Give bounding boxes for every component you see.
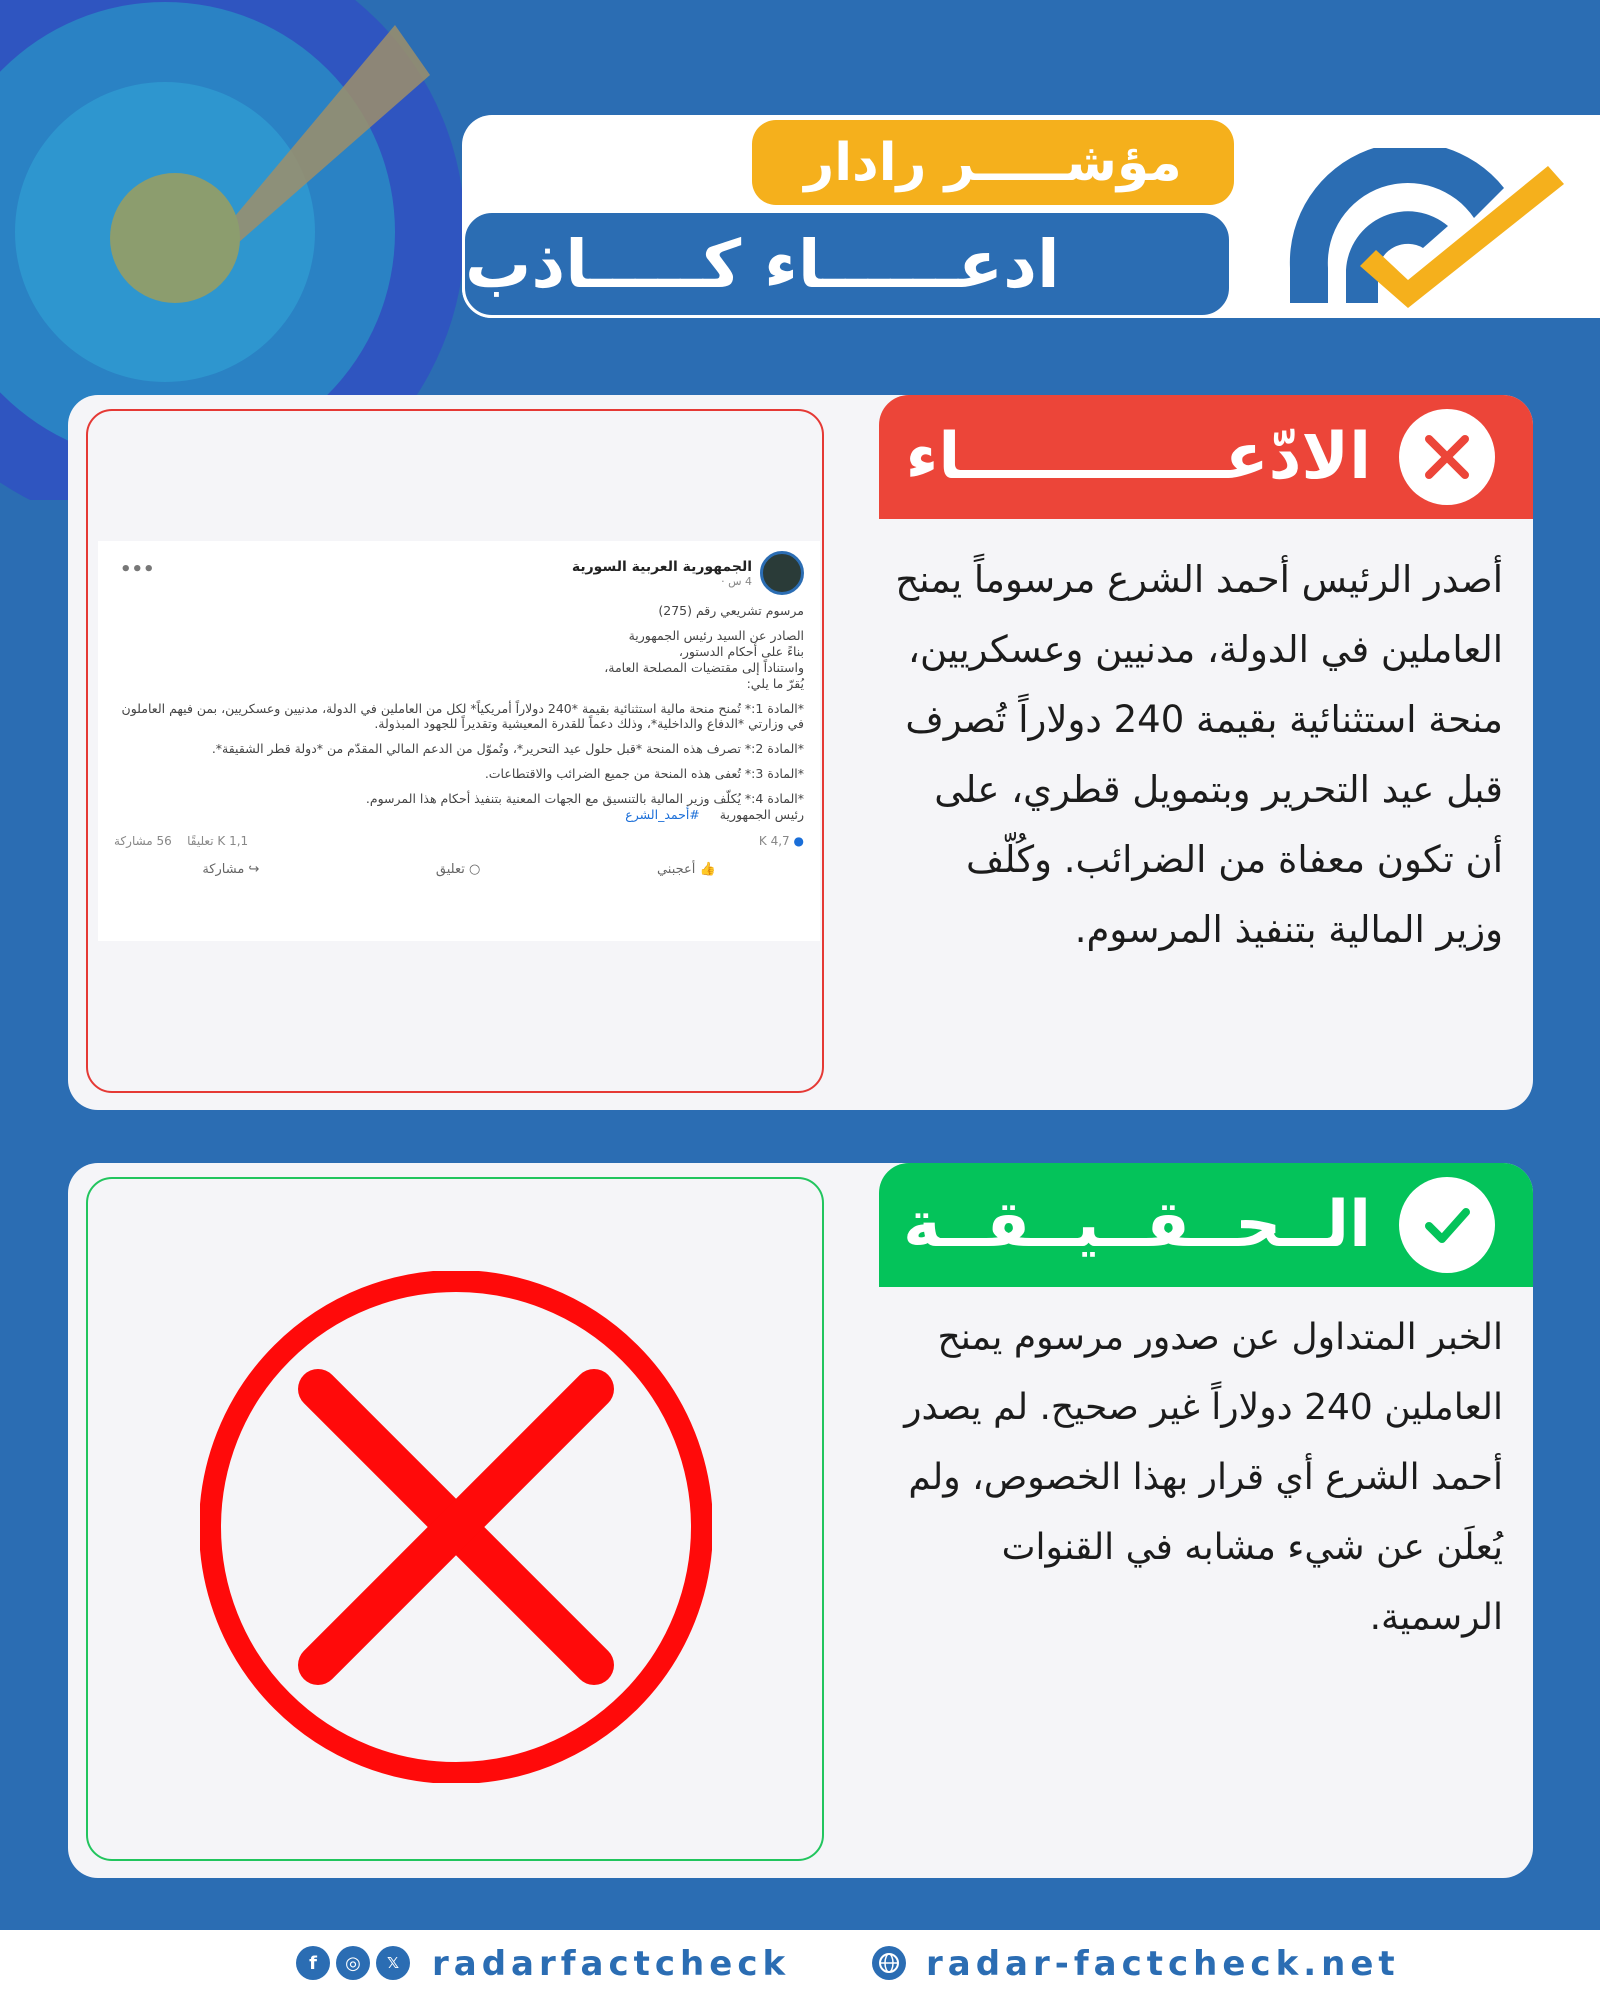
- fb-post-line: *المادة 4:* يُكلّف وزير المالية بالتنسيق مع الجهات المعنية بتنفيذ أحكام هذا المرسوم.: [365, 791, 804, 806]
- x-circle-icon: [1399, 409, 1495, 505]
- social-icons: [296, 1946, 410, 1980]
- fb-spacer: [114, 782, 804, 790]
- comment-button[interactable]: ○ تعليق: [435, 862, 481, 877]
- claim-screenshot-frame: [86, 409, 824, 1093]
- false-x-mark-icon: [200, 1271, 712, 1783]
- fb-comments-count[interactable]: 1,1 K تعليقًا: [187, 834, 249, 848]
- fb-spacer: [114, 757, 804, 765]
- more-options-icon[interactable]: •••: [120, 559, 155, 580]
- truth-image-frame: [86, 1177, 824, 1861]
- fb-spacer: [114, 692, 804, 700]
- fb-stats: [114, 834, 804, 848]
- facebook-post: [98, 541, 820, 941]
- fb-post-line: الصادر عن السيد رئيس الجمهورية: [628, 628, 804, 643]
- fb-post-line: *المادة 1:* تُمنح منحة مالية استثنائية بقيمة *240 دولاراً أمريكياً* لكل من العاملين في الدولة، مدنيين وعسكريين، بمن فيهم العاملون في وزارتي *الدفاع والداخلية*، وذلك دعماً للقدرة المعيشية وتقديراً للجهود المبذولة.: [121, 701, 804, 731]
- check-circle-icon: [1399, 1177, 1495, 1273]
- fb-post-time: 4 س ·: [721, 574, 752, 588]
- fb-post-line: يُقرّ ما يلي:: [746, 676, 804, 691]
- fb-shares-count[interactable]: 56 مشاركة: [114, 834, 172, 848]
- claim-ribbon: [879, 395, 1533, 519]
- fb-post-line: مرسوم تشريعي رقم (275): [658, 603, 804, 618]
- fb-post-line: بناءً على أحكام الدستور،: [678, 644, 804, 659]
- verdict-label: ادعــــــاء كـــــاذب: [462, 210, 1232, 318]
- website-link[interactable]: radar-factcheck.net: [926, 1944, 1400, 1984]
- truth-ribbon: [879, 1163, 1533, 1287]
- share-button[interactable]: ↪ مشاركة: [202, 862, 260, 877]
- social-handle[interactable]: radarfactcheck: [432, 1944, 791, 1984]
- facebook-icon[interactable]: f: [296, 1946, 330, 1980]
- claim-title: الادّعــــــــــــاء: [905, 420, 1371, 494]
- truth-card: [68, 1163, 1533, 1878]
- instagram-icon[interactable]: ◎: [336, 1946, 370, 1980]
- claim-text: أصدر الرئيس أحمد الشرع مرسوماً يمنح العاملين في الدولة، مدنيين وعسكريين، منحة استثنائية بقيمة 240 دولاراً تُصرف قبل عيد التحرير وبتمويل قطري، على أن تكون معفاة من الضرائب. وكُلّف وزير المالية بتنفيذ المرسوم.: [895, 558, 1503, 951]
- fb-spacer: [114, 619, 804, 627]
- truth-title: الــحــقــيــقــة: [903, 1188, 1371, 1262]
- fb-spacer: [114, 732, 804, 740]
- fb-page-name[interactable]: الجمهورية العربية السورية: [571, 558, 752, 575]
- globe-icon: [872, 1946, 906, 1980]
- x-icon[interactable]: 𝕏: [376, 1946, 410, 1980]
- brand-label: مؤشـــــر رادار: [752, 120, 1234, 205]
- fb-post-line: *المادة 3:* تُعفى هذه المنحة من جميع الضرائب والاقتطاعات.: [484, 766, 804, 781]
- truth-text: الخبر المتداول عن صدور مرسوم يمنح العاملين 240 دولاراً غير صحيح. لم يصدر أحمد الشرع أي قرار بهذا الخصوص، ولم يُعلَن عن شيء مشابه في القنوات الرسمية.: [904, 1317, 1503, 1638]
- fb-hashtag[interactable]: #أحمد_الشرع: [625, 807, 700, 822]
- fb-reactions[interactable]: ● 4,7 K: [758, 834, 804, 848]
- radar-logo-icon: [1268, 148, 1568, 308]
- fb-action-bar: [114, 862, 804, 877]
- fb-post-body: [114, 603, 804, 806]
- fb-signature: رئيس الجمهورية: [719, 807, 804, 822]
- claim-card: [68, 395, 1533, 1110]
- like-button[interactable]: 👍 أعجبني: [656, 862, 716, 877]
- fb-post-line: *المادة 2:* تصرف هذه المنحة *قبل حلول عيد التحرير*، وتُموّل من الدعم المالي المقدّم من *دولة قطر الشقيقة*.: [211, 741, 804, 756]
- fb-post-line: واستناداً إلى مقتضيات المصلحة العامة،: [604, 660, 804, 675]
- avatar: [760, 551, 804, 595]
